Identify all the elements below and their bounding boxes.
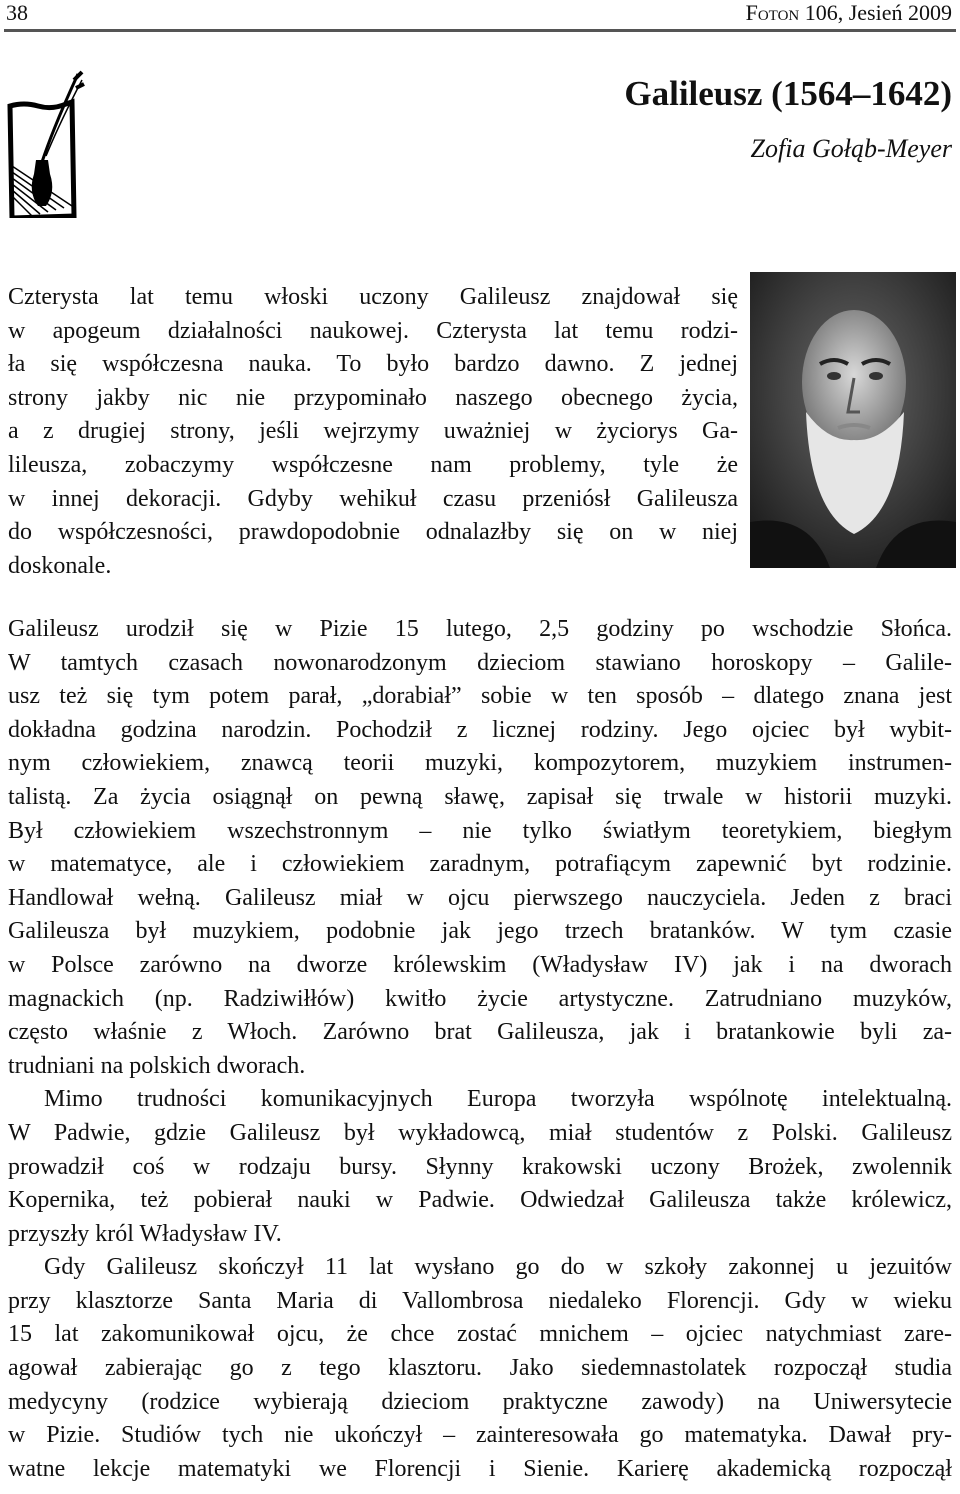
intro-paragraph bbox=[8, 281, 738, 583]
text-line: lileusza, zobaczymy współczesne nam problemy, tyle że bbox=[8, 451, 738, 478]
text-line: Galileusz urodził się w Pizie 15 lutego, 2,5 godziny po wschodzie Słońca. bbox=[8, 616, 952, 642]
running-header bbox=[746, 0, 952, 26]
text-line: przyszły król Władysław IV. bbox=[8, 1220, 282, 1247]
text-line: w matematyce, ale i człowiekiem zaradnym, potrafiącym zapewnić byt rodzinie. bbox=[8, 851, 952, 878]
quill-inkwell-icon bbox=[4, 66, 86, 218]
text-line: Mimo trudności komunikacyjnych Europa tworzyła wspólnotę intelektualną. bbox=[44, 1086, 952, 1113]
text-line: usz też się tym potem parał, „dorabiał” sobie w ten sposób – dlatego znana jest bbox=[8, 683, 952, 710]
text-line: agował zabierając go z tego klasztoru. Jako siedemnastolatek rozpoczął studia bbox=[8, 1355, 952, 1382]
text-line: często właśnie z Włoch. Zarówno brat Galileusza, jak i bratankowie byli za- bbox=[8, 1019, 952, 1046]
text-line: do współczesności, prawdopodobnie odnalazłby się on w niej bbox=[8, 519, 738, 546]
text-line: W Padwie, gdzie Galileusz był wykładowcą, miał studentów z Polski. Galileusz bbox=[8, 1119, 952, 1146]
journal-name: Foton bbox=[745, 0, 800, 25]
text-line: dokładna godzina narodzin. Pochodził z licznej rodziny. Jego ojciec był wybit- bbox=[8, 716, 952, 743]
text-line: w Pizie. Studiów tych nie ukończył – zainteresowała go matematyka. Dawał pry- bbox=[8, 1422, 952, 1449]
text-line: przy klasztorze Santa Maria di Vallombrosa niedaleko Florencji. Gdy w wieku bbox=[8, 1287, 952, 1314]
text-line: talistą. Za życia osiągnął on pewną sławę, zapisał się trwale w historii muzyki. bbox=[8, 783, 952, 810]
text-line: ła się współczesna nauka. To było bardzo dawno. Z jednej bbox=[8, 351, 738, 378]
text-line: doskonale. bbox=[8, 552, 112, 579]
text-line: Był człowiekiem wszechstronnym – nie tylko światłym teoretykiem, biegłym bbox=[8, 817, 952, 844]
article-body bbox=[8, 613, 952, 1486]
article-author: Zofia Gołąb-Meyer bbox=[750, 134, 952, 163]
text-line: watne lekcje matematyki we Florencji i Sienie. Karierę akademicką rozpoczął bbox=[8, 1455, 952, 1482]
text-line: Handlował wełną. Galileusz miał w ojcu pierwszego nauczyciela. Jeden z braci bbox=[8, 884, 952, 911]
text-line: strony jakby nic nie przypominało naszego obecnego życia, bbox=[8, 384, 738, 411]
text-line: nym człowiekiem, znawcą teorii muzyki, kompozytorem, muzykiem instrumen- bbox=[8, 750, 952, 777]
text-line: medycyny (rodzice wybierają dzieciom praktyczne zawody) na Uniwersytecie bbox=[8, 1388, 952, 1415]
text-line: w Polsce zarówno na dworze królewskim (Władysław IV) jak i na dworach bbox=[8, 951, 952, 978]
article-title: Galileusz (1564–1642) bbox=[624, 74, 952, 113]
text-line: Gdy Galileusz skończył 11 lat wysłano go do w szkoły zakonnej u jezuitów bbox=[44, 1254, 952, 1281]
text-line: Czterysta lat temu włoski uczony Galileusz znajdował się bbox=[8, 284, 738, 310]
text-line: prowadził coś w rodzaju bursy. Słynny krakowski uczony Brożek, zwolennik bbox=[8, 1153, 952, 1180]
journal-issue: 106, Jesień 2009 bbox=[799, 0, 952, 25]
text-line: Kopernika, też pobierał nauki w Padwie. Odwiedzał Galileusza także królewicz, bbox=[8, 1187, 952, 1214]
header-rule bbox=[4, 29, 956, 32]
text-line: w apogeum działalności naukowej. Czterysta lat temu rodzi- bbox=[8, 317, 738, 344]
text-line: a z drugiej strony, jeśli wejrzymy uważniej w życiorys Ga- bbox=[8, 418, 738, 445]
galileo-portrait-image bbox=[750, 272, 956, 568]
text-line: 15 lat zakomunikował ojcu, że chce zostać mnichem – ojciec natychmiast zare- bbox=[8, 1321, 952, 1348]
text-line: magnackich (np. Radziwiłłów) kwitło życie artystyczne. Zatrudniano muzyków, bbox=[8, 985, 952, 1012]
text-line: W tamtych czasach nowonarodzonym dzieciom stawiano horoskopy – Galile- bbox=[8, 649, 952, 676]
text-line: trudniani na polskich dworach. bbox=[8, 1052, 306, 1079]
text-line: Galileusza był muzykiem, podobnie jak jego trzech bratanków. W tym czasie bbox=[8, 918, 952, 945]
text-line: w innej dekoracji. Gdyby wehikuł czasu przeniósł Galileusza bbox=[8, 485, 738, 512]
page-number: 38 bbox=[6, 0, 28, 25]
